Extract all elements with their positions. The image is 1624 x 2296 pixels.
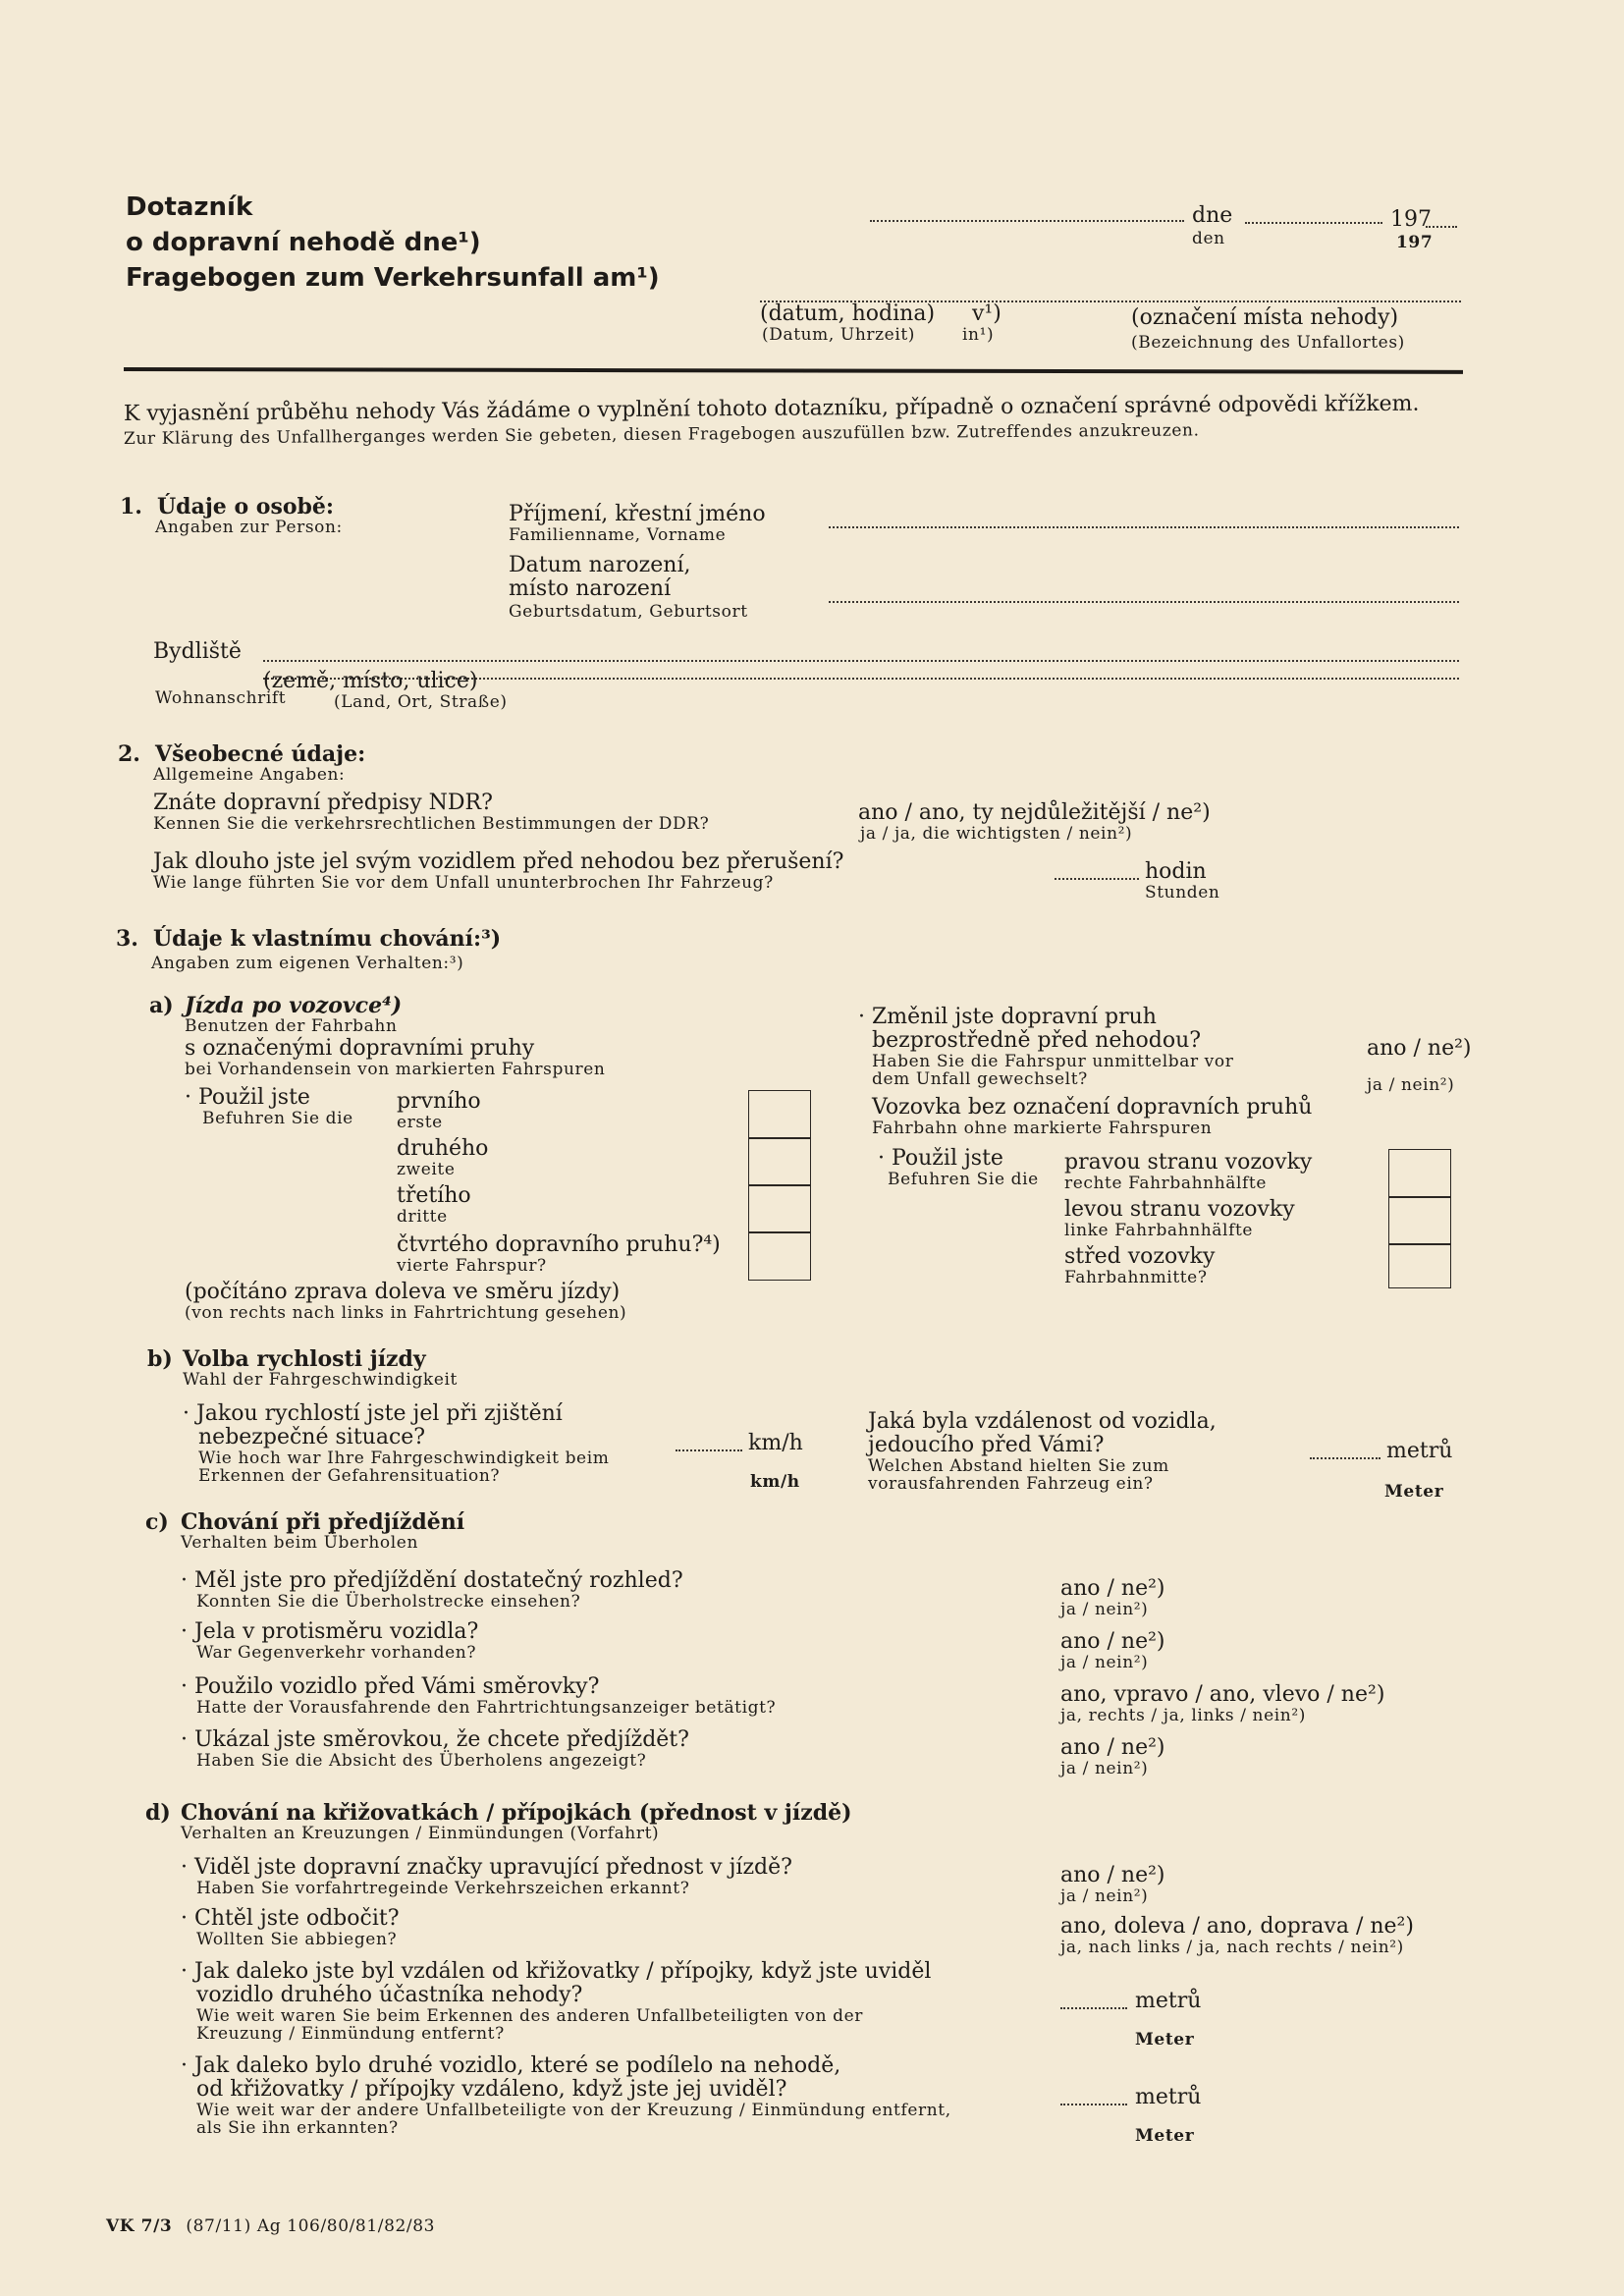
junction-q3-de1: Wie weit waren Sie beim Erkennen des anderen Unfallbeteiligten von der	[196, 2006, 863, 2026]
dne-label: dne	[1192, 203, 1233, 228]
year-label: 197	[1390, 207, 1432, 232]
hodin-label: hodin	[1145, 859, 1207, 884]
lane-1: prvního	[397, 1089, 481, 1114]
misto-label: (označení místa nehody)	[1131, 305, 1399, 330]
s2-a1[interactable]: ano / ano, ty nejdůležitější / ne²)	[858, 800, 1211, 825]
overtake-a4-de: ja / nein²)	[1060, 1759, 1149, 1778]
distance-q-1: Jaká byla vzdálenost od vozidla,	[868, 1409, 1217, 1434]
birth-label-1: Datum narození,	[509, 553, 691, 577]
junction-q3-1: · Jak daleko jste byl vzdálen od křižovatky / přípojky, když jste uviděl	[181, 1959, 932, 1984]
distance-field[interactable]	[1310, 1457, 1380, 1459]
form-code: VK 7/3	[106, 2216, 173, 2236]
lane-1-de: erste	[397, 1113, 443, 1132]
overtake-a1-de: ja / nein²)	[1060, 1600, 1149, 1619]
lane-3-de: dritte	[397, 1207, 448, 1227]
overtake-a1[interactable]: ano / ne²)	[1060, 1576, 1165, 1601]
overtake-q4: · Ukázal jste směrovkou, že chcete předjíždět?	[181, 1727, 689, 1752]
addr-label-de: Wohnanschrift	[155, 688, 287, 708]
lane-1-checkbox[interactable]	[748, 1090, 811, 1139]
lane-4-de: vierte Fahrspur?	[397, 1256, 547, 1276]
birth-label-de: Geburtsdatum, Geburtsort	[509, 602, 748, 622]
meter-label: Meter	[1384, 1482, 1444, 1502]
used2-label: · Použil jste	[878, 1146, 1003, 1171]
s3a-letter: a)	[149, 993, 174, 1018]
junction-metru-2: metrů	[1135, 2085, 1202, 2109]
s3b-title-de: Wahl der Fahrgeschwindigkeit	[183, 1370, 458, 1390]
s3-title: Údaje k vlastnímu chování:³)	[153, 926, 502, 952]
junction-distance-field-1[interactable]	[1060, 2007, 1127, 2009]
s3a-used: · Použil jste	[185, 1085, 310, 1110]
s3a-l2-de: bei Vorhandensein von markierten Fahrspuren	[185, 1060, 606, 1079]
junction-q1: · Viděl jste dopravní značky upravující přednost v jízdě?	[181, 1855, 792, 1880]
junction-q4-de1: Wie weit war der andere Unfallbeteiligte von der Kreuzung / Einmündung entfernt,	[196, 2101, 951, 2120]
stunden-label: Stunden	[1145, 883, 1220, 902]
overtake-q4-de: Haben Sie die Absicht des Überholens angezeigt?	[196, 1751, 647, 1771]
lane-3: třetího	[397, 1183, 471, 1208]
header-rule	[124, 367, 1463, 374]
nomark-label: Vozovka bez označení dopravních pruhů	[872, 1095, 1313, 1120]
s2-title-de: Allgemeine Angaben:	[153, 765, 346, 785]
change-q-de2: dem Unfall gewechselt?	[872, 1069, 1088, 1089]
change-q-de1: Haben Sie die Fahrspur unmittelbar vor	[872, 1052, 1234, 1071]
name-label: Příjmení, křestní jméno	[509, 502, 766, 526]
s3c-title-de: Verhalten beim Überholen	[181, 1533, 418, 1553]
s1-title-de: Angaben zur Person:	[155, 518, 343, 537]
birth-label-2: místo narození	[509, 576, 672, 601]
junction-distance-field-2[interactable]	[1060, 2104, 1127, 2105]
change-q2: bezprostředně před nehodou?	[872, 1028, 1202, 1053]
addr-label: Bydliště	[153, 639, 242, 664]
junction-q4-de2: als Sie ihn erkannten?	[196, 2118, 399, 2138]
overtake-q3: · Použilo vozidlo před Vámi směrovky?	[181, 1674, 600, 1699]
overtake-q2: · Jela v protisměru vozidla?	[181, 1619, 479, 1644]
overtake-a3-de: ja, rechts / ja, links / nein²)	[1060, 1706, 1307, 1725]
lane-2: druhého	[397, 1136, 489, 1161]
lane-4: čtvrtého dopravního pruhu?⁴)	[397, 1232, 721, 1257]
name-label-de: Familienname, Vorname	[509, 525, 727, 545]
in-label: in¹)	[962, 325, 995, 345]
junction-a2-de: ja, nach links / ja, nach rechts / nein²)	[1060, 1938, 1404, 1957]
junction-q3-de2: Kreuzung / Einmündung entfernt?	[196, 2024, 505, 2044]
junction-q4-2: od křižovatky / přípojky vzdáleno, když jste jej uviděl?	[196, 2077, 787, 2102]
s2-q2: Jak dlouho jste jel svým vozidlem před nehodou bez přerušení?	[153, 849, 844, 874]
addr-field-1[interactable]	[263, 660, 1459, 662]
side-2-checkbox[interactable]	[1388, 1196, 1451, 1245]
speed-q-1: · Jakou rychlostí jste jel při zjištění	[183, 1401, 563, 1426]
form-title	[126, 192, 660, 293]
v-label: v¹)	[972, 301, 1001, 326]
addr-note: (země, místo, ulice)	[263, 669, 478, 693]
s3a-note: (počítáno zprava doleva ve směru jízdy)	[185, 1280, 621, 1304]
s2-number: 2.	[118, 741, 140, 767]
junction-meter-1: Meter	[1135, 2030, 1195, 2050]
overtake-a2-de: ja / nein²)	[1060, 1653, 1149, 1672]
junction-q2: · Chtěl jste odbočit?	[181, 1906, 400, 1931]
misto-label-de: (Bezeichnung des Unfallortes)	[1131, 333, 1405, 353]
s3-number: 3.	[116, 926, 138, 952]
distance-q-2: jedoucího před Vámi?	[868, 1433, 1105, 1457]
change-answer-de: ja / nein²)	[1367, 1075, 1455, 1095]
junction-a1[interactable]: ano / ne²)	[1060, 1863, 1165, 1887]
s3-title-de: Angaben zum eigenen Verhalten:³)	[151, 954, 464, 973]
junction-q2-de: Wollten Sie abbiegen?	[196, 1930, 398, 1949]
junction-q4-1: · Jak daleko bylo druhé vozidlo, které se podílelo na nehodě,	[181, 2053, 841, 2078]
side-2-de: linke Fahrbahnhälfte	[1064, 1221, 1254, 1240]
s1-number: 1.	[120, 494, 142, 519]
s2-title: Všeobecné údaje:	[155, 741, 366, 767]
change-answer[interactable]: ano / ne²)	[1367, 1036, 1472, 1061]
year-label-de: 197	[1396, 233, 1434, 252]
footer-code	[106, 2217, 435, 2236]
s3a-note-de: (von rechts nach links in Fahrtrichtung gesehen)	[185, 1303, 627, 1323]
s2-q2-de: Wie lange führten Sie vor dem Unfall ununterbrochen Ihr Fahrzeug?	[153, 873, 774, 893]
kmh-label: km/h	[748, 1431, 803, 1455]
overtake-a4[interactable]: ano / ne²)	[1060, 1735, 1165, 1760]
den-label: den	[1192, 229, 1225, 248]
title-line-2: o dopravní nehodě dne¹)	[126, 228, 481, 257]
junction-metru-1: metrů	[1135, 1989, 1202, 2013]
s3d-letter: d)	[145, 1800, 171, 1826]
s3d-title: Chování na křižovatkách / přípojkách (přednost v jízdě)	[181, 1800, 852, 1826]
overtake-a2[interactable]: ano / ne²)	[1060, 1629, 1165, 1654]
intro-text: K vyjasnění průběhu nehody Vás žádáme o vyplnění tohoto dotazníku, případně o označení správné odpovědi křížkem.	[123, 391, 1420, 426]
side-1-checkbox[interactable]	[1388, 1149, 1451, 1198]
junction-a2[interactable]: ano, doleva / ano, doprava / ne²)	[1060, 1914, 1414, 1939]
name-field[interactable]	[829, 526, 1459, 528]
s3a-l2: s označenými dopravními pruhy	[185, 1036, 535, 1061]
title-line-1: Dotazník	[126, 192, 253, 222]
junction-q1-de: Haben Sie vorfahrtregeinde Verkehrszeichen erkannt?	[196, 1879, 690, 1898]
junction-a1-de: ja / nein²)	[1060, 1886, 1149, 1906]
side-3-checkbox[interactable]	[1388, 1243, 1451, 1288]
overtake-q1-de: Konnten Sie die Überholstrecke einsehen?	[196, 1592, 581, 1612]
speed-q-de1: Wie hoch war Ihre Fahrgeschwindigkeit beim	[198, 1449, 610, 1468]
s3c-letter: c)	[145, 1509, 169, 1535]
day-field[interactable]	[1245, 222, 1382, 224]
speed-q-2: nebezpečné situace?	[198, 1425, 426, 1449]
overtake-q3-de: Hatte der Vorausfahrende den Fahrtrichtungsanzeiger betätigt?	[196, 1698, 777, 1718]
side-1-de: rechte Fahrbahnhälfte	[1064, 1174, 1268, 1193]
nomark-label-de: Fahrbahn ohne markierte Fahrspuren	[872, 1119, 1213, 1138]
s2-a1-de: ja / ja, die wichtigsten / nein²)	[860, 824, 1133, 844]
side-2: levou stranu vozovky	[1064, 1197, 1295, 1222]
form-code-rest: (87/11) Ag 106/80/81/82/83	[186, 2216, 436, 2236]
junction-q3-2: vozidlo druhého účastníka nehody?	[196, 1983, 583, 2007]
s3a-l1-de: Benutzen der Fahrbahn	[185, 1016, 398, 1036]
s1-title: Údaje o osobě:	[157, 494, 335, 519]
lane-2-de: zweite	[397, 1160, 456, 1179]
distance-q-de2: vorausfahrenden Fahrzeug ein?	[868, 1474, 1154, 1494]
intro-text-de: Zur Klärung des Unfallherganges werden Sie gebeten, diesen Fragebogen auszufüllen bzw. Zutreffendes anzukreuzen.	[123, 420, 1200, 449]
metru-label: metrů	[1386, 1439, 1453, 1463]
side-3: střed vozovky	[1064, 1244, 1216, 1269]
kmh-label-de: km/h	[750, 1472, 800, 1492]
s3b-title: Volba rychlosti jízdy	[183, 1346, 426, 1372]
s2-q1-de: Kennen Sie die verkehrsrechtlichen Bestimmungen der DDR?	[153, 814, 710, 834]
used2-label-de: Befuhren Sie die	[888, 1170, 1039, 1189]
distance-q-de1: Welchen Abstand hielten Sie zum	[868, 1456, 1169, 1476]
lane-3-checkbox[interactable]	[748, 1184, 811, 1233]
side-3-de: Fahrbahnmitte?	[1064, 1268, 1208, 1287]
birth-field[interactable]	[829, 601, 1459, 603]
s3a-used-de: Befuhren Sie die	[202, 1109, 353, 1128]
speed-field[interactable]	[676, 1449, 742, 1451]
title-line-3: Fragebogen zum Verkehrsunfall am¹)	[126, 263, 660, 293]
overtake-q1: · Měl jste pro předjíždění dostatečný rozhled?	[181, 1568, 683, 1593]
addr-note-de: (Land, Ort, Straße)	[334, 692, 508, 712]
speed-q-de2: Erkennen der Gefahrensituation?	[198, 1466, 501, 1486]
lane-4-checkbox[interactable]	[748, 1231, 811, 1281]
junction-meter-2: Meter	[1135, 2126, 1195, 2146]
s3a-title: Jízda po vozovce⁴)	[185, 993, 403, 1018]
overtake-q2-de: War Gegenverkehr vorhanden?	[196, 1643, 477, 1663]
date-field[interactable]	[870, 220, 1184, 222]
datum-label-de: (Datum, Uhrzeit)	[762, 325, 916, 345]
s3d-title-de: Verhalten an Kreuzungen / Einmündungen (Vorfahrt)	[181, 1824, 660, 1843]
datum-label: (datum, hodina)	[760, 301, 936, 326]
hours-field[interactable]	[1055, 878, 1139, 880]
s3c-title: Chování při předjíždění	[181, 1509, 465, 1535]
lane-2-checkbox[interactable]	[748, 1137, 811, 1186]
s2-q1: Znáte dopravní předpisy NDR?	[153, 791, 493, 815]
year-field[interactable]	[1426, 226, 1457, 228]
s3b-letter: b)	[147, 1346, 173, 1372]
overtake-a3[interactable]: ano, vpravo / ano, vlevo / ne²)	[1060, 1682, 1385, 1707]
change-q1: · Změnil jste dopravní pruh	[858, 1005, 1157, 1029]
side-1: pravou stranu vozovky	[1064, 1150, 1313, 1175]
